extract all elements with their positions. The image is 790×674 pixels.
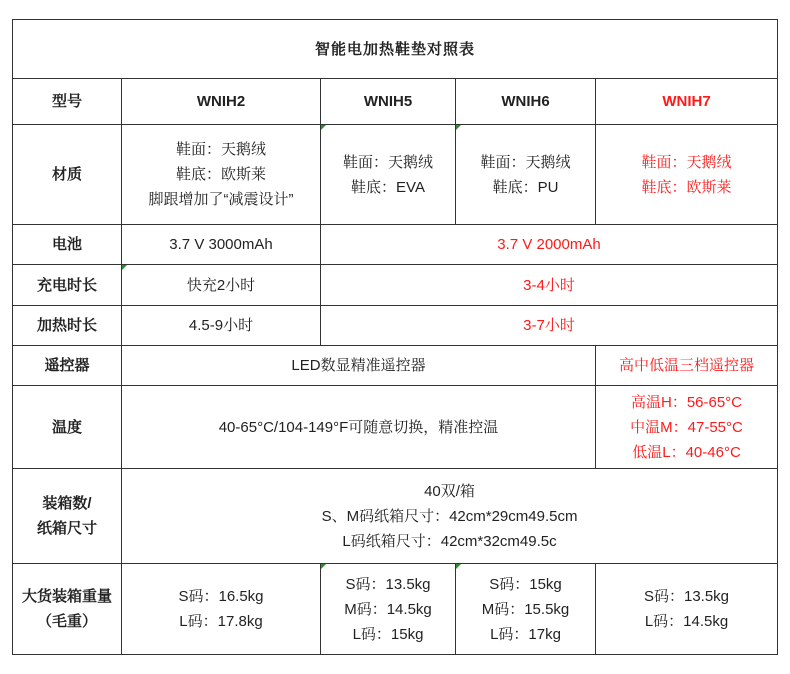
weight-wnih6-line: M码：15.5kg <box>481 600 570 618</box>
heat-wnih2: 4.5-9小时 <box>122 306 321 346</box>
weight-wnih6-line: S码：15kg <box>489 575 562 593</box>
temp-wnih7-line: 低温L：40-46°C <box>632 443 741 461</box>
weight-wnih5-line: S码：13.5kg <box>345 575 431 593</box>
material-wnih7 <box>596 125 778 225</box>
weight-wnih5-line: M码：14.5kg <box>344 600 432 618</box>
charge-wnih2: 快充2小时 <box>122 265 321 306</box>
header-label-model: 型号 <box>13 79 122 125</box>
material-wnih2-line: 鞋底：欧斯莱 <box>175 166 266 183</box>
battery-label: 电池 <box>13 225 122 265</box>
heat-others: 3-7小时 <box>321 306 778 346</box>
weight-wnih5-line: L码：15kg <box>352 625 424 643</box>
material-wnih2-line: 脚跟增加了“减震设计” <box>148 191 294 208</box>
weight-wnih2-line: L码：17.8kg <box>179 613 263 630</box>
packing-line: S、M码纸箱尺寸：42cm*29cm49.5cm <box>321 507 578 525</box>
material-label: 材质 <box>13 125 122 225</box>
material-wnih6-line: 鞋面：天鹅绒 <box>480 153 571 171</box>
material-wnih6-line: 鞋底：PU <box>492 178 559 196</box>
weight-row <box>13 564 778 655</box>
charge-label: 充电时长 <box>13 265 122 306</box>
material-wnih5 <box>321 125 456 225</box>
charge-row <box>13 265 778 306</box>
temp-label: 温度 <box>13 386 122 469</box>
weight-wnih2-line: S码：16.5kg <box>178 588 264 605</box>
packing-label <box>13 469 122 564</box>
material-wnih5-line: 鞋面：天鹅绒 <box>342 153 433 171</box>
weight-label-line: 大货装箱重量 <box>21 588 112 605</box>
packing-line: 40双/箱 <box>424 482 475 500</box>
battery-wnih2: 3.7 V 3000mAh <box>122 225 321 265</box>
title-row <box>13 20 778 79</box>
header-wnih7: WNIH7 <box>596 79 778 125</box>
weight-wnih7-line: S码：13.5kg <box>643 588 730 605</box>
weight-label-line: （毛重） <box>36 613 97 630</box>
weight-wnih6-line: L码：17kg <box>490 625 561 643</box>
remote-common: LED数显精准遥控器 <box>122 346 596 386</box>
header-row <box>13 79 778 125</box>
temp-row <box>13 386 778 469</box>
temp-wnih7-line: 高温H：56-65°C <box>630 393 743 411</box>
header-wnih2: WNIH2 <box>122 79 321 125</box>
packing-label-line: 纸箱尺寸 <box>36 520 97 537</box>
weight-wnih7-line: L码：14.5kg <box>644 613 729 630</box>
material-wnih7-line: 鞋面：天鹅绒 <box>641 153 732 171</box>
heat-row <box>13 306 778 346</box>
packing-row <box>13 469 778 564</box>
material-row <box>13 125 778 225</box>
remote-label: 遥控器 <box>13 346 122 386</box>
comparison-table <box>12 19 778 655</box>
temp-wnih7-line: 中温M：47-55°C <box>630 418 743 436</box>
heat-label: 加热时长 <box>13 306 122 346</box>
packing-label-line: 装箱数/ <box>42 495 92 512</box>
temp-wnih7 <box>596 386 778 469</box>
material-wnih2 <box>122 125 321 225</box>
remote-row <box>13 346 778 386</box>
table-title: 智能电加热鞋垫对照表 <box>13 20 778 79</box>
weight-label <box>13 564 122 655</box>
battery-others: 3.7 V 2000mAh <box>321 225 778 265</box>
material-wnih6 <box>456 125 596 225</box>
header-wnih5: WNIH5 <box>321 79 456 125</box>
weight-wnih5 <box>321 564 456 655</box>
material-wnih7-line: 鞋底：欧斯莱 <box>641 178 732 196</box>
battery-row <box>13 225 778 265</box>
remote-wnih7: 高中低温三档遥控器 <box>596 346 778 386</box>
packing-line: L码纸箱尺寸：42cm*32cm49.5c <box>342 532 557 550</box>
charge-others: 3-4小时 <box>321 265 778 306</box>
temp-common: 40-65°C/104-149°F可随意切换，精准控温 <box>122 386 596 469</box>
weight-wnih6 <box>456 564 596 655</box>
header-wnih6: WNIH6 <box>456 79 596 125</box>
packing-info <box>122 469 778 564</box>
material-wnih2-line: 鞋面：天鹅绒 <box>175 141 266 158</box>
material-wnih5-line: 鞋底：EVA <box>351 178 425 196</box>
weight-wnih7 <box>596 564 778 655</box>
weight-wnih2 <box>122 564 321 655</box>
